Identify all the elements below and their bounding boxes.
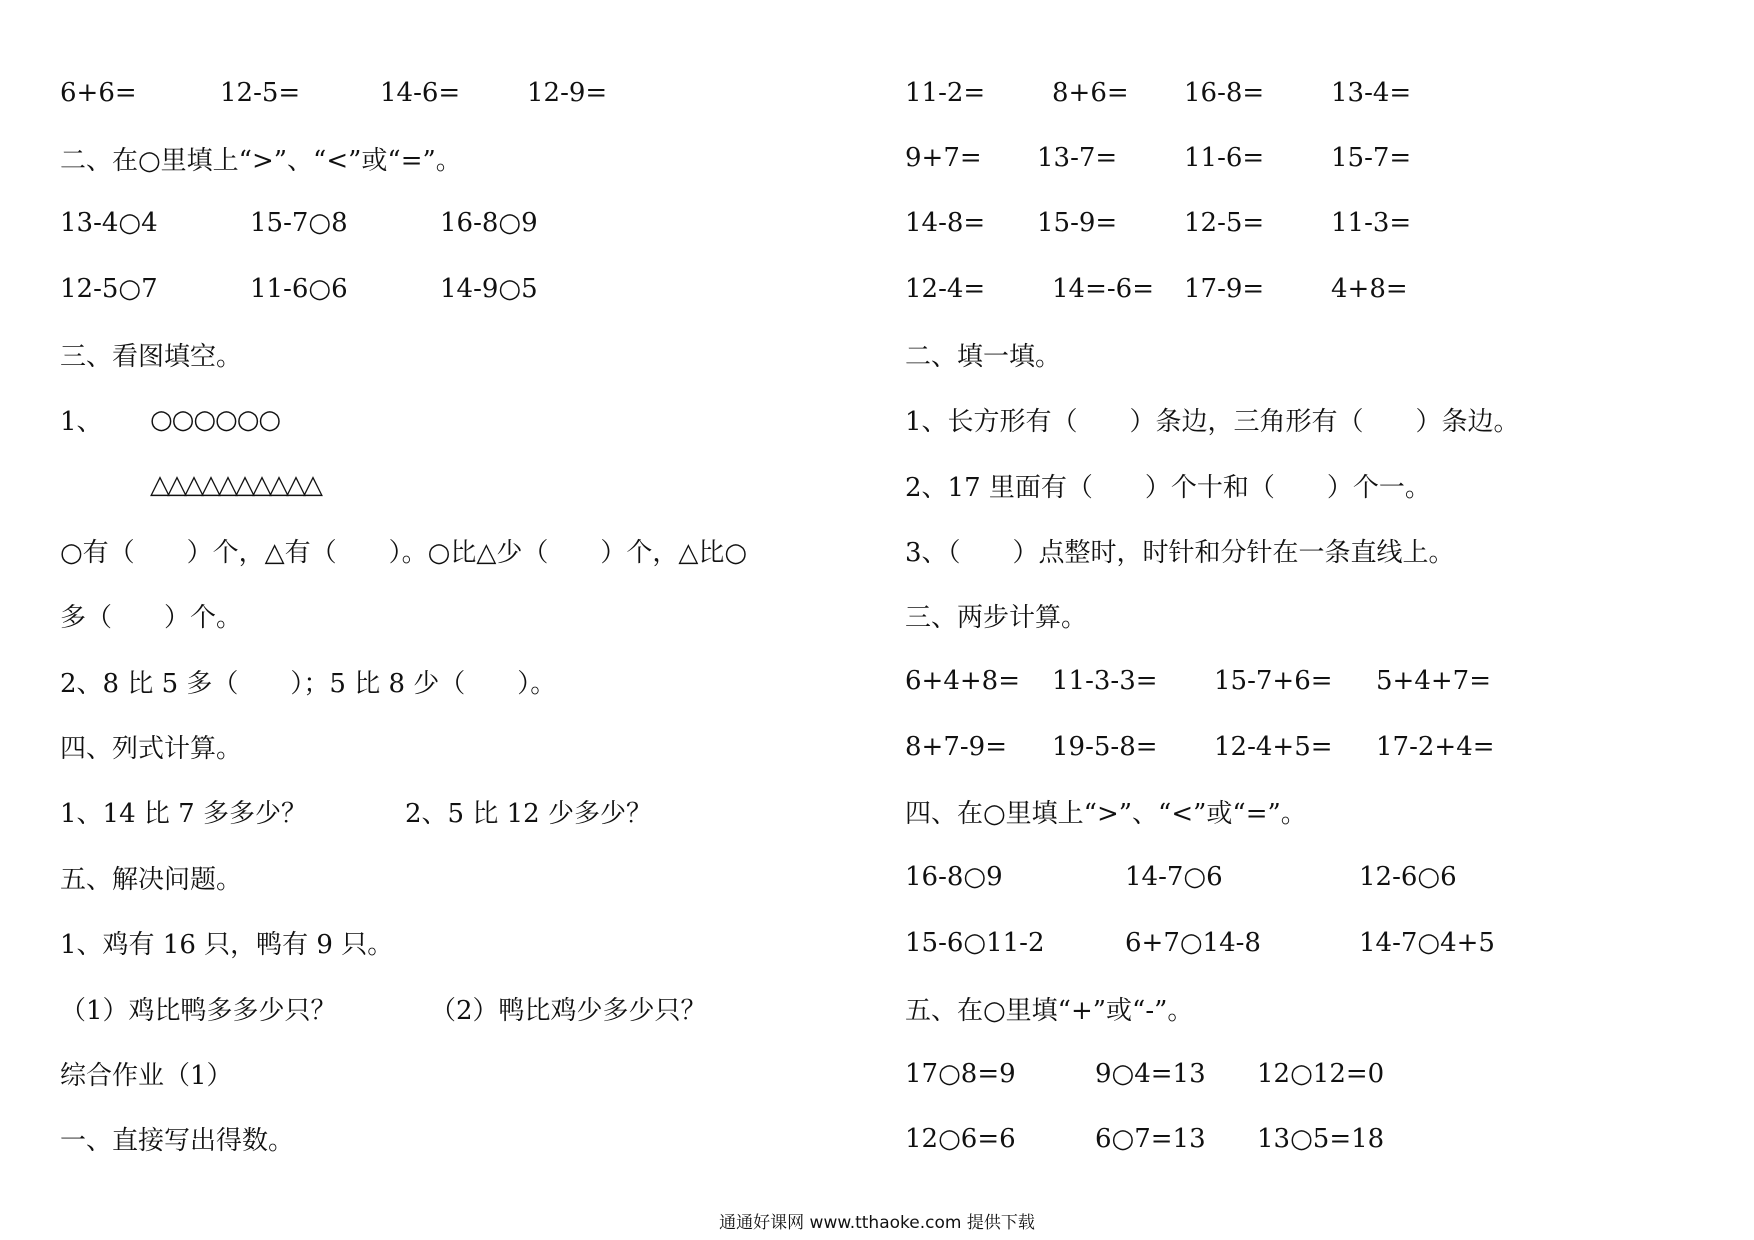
sub-question: （1）鸡比鸭多多少只？	[60, 995, 337, 1026]
expr: 17-2+4=	[1376, 731, 1495, 762]
expr: 11-3-3=	[1052, 666, 1158, 697]
expr: 15-7=	[1331, 143, 1412, 174]
word-problem: 1、鸡有 16 只，鸭有 9 只。	[60, 930, 394, 961]
calc-row	[905, 60, 1725, 125]
expr: 6+6=	[60, 77, 137, 108]
expr: 16-8=	[1184, 77, 1265, 108]
section-heading: 二、填一填。	[905, 341, 1062, 372]
calc-row	[905, 256, 1725, 321]
word-problem: 1、14 比 7 多多少？	[60, 799, 307, 830]
operator-item: 12○6=6	[905, 1123, 1016, 1154]
compare-item: 13-4○4	[60, 208, 158, 239]
expr: 15-9=	[1037, 208, 1118, 239]
operator-item: 9○4=13	[1095, 1058, 1206, 1089]
expr: 12-5=	[220, 77, 301, 108]
triangles-figure: △△△△△△△△△△	[150, 470, 320, 501]
sub-question: （2）鸭比鸡少多少只？	[430, 995, 707, 1026]
expr: 17-9=	[1184, 273, 1265, 304]
section-heading: 一、直接写出得数。	[60, 1126, 295, 1157]
section-heading: 五、在○里填“+”或“-”。	[905, 995, 1194, 1026]
left-column	[60, 60, 860, 1172]
picture-row-triangles	[60, 452, 860, 517]
expr: 11-6=	[1184, 143, 1265, 174]
compare-item: 16-8○9	[905, 862, 1003, 893]
operator-item: 17○8=9	[905, 1058, 1016, 1089]
compare-item: 14-7○6	[1125, 862, 1223, 893]
word-problem-row	[60, 779, 860, 844]
compare-item: 14-9○5	[440, 273, 538, 304]
word-problem-row	[60, 975, 860, 1040]
expr: 12-4=	[905, 273, 986, 304]
word-problem: 2、5 比 12 少多少？	[405, 799, 652, 830]
compare-item: 6+7○14-8	[1125, 927, 1261, 958]
operator-item: 13○5=18	[1257, 1123, 1385, 1154]
fill-blank-text: 2、8 比 5 多（ ）；5 比 8 少（ ）。	[60, 668, 557, 699]
two-step-row	[905, 714, 1725, 779]
expr: 13-7=	[1037, 143, 1118, 174]
compare-item: 12-5○7	[60, 273, 158, 304]
expr: 5+4+7=	[1376, 666, 1491, 697]
section-heading: 四、列式计算。	[60, 734, 243, 765]
fill-blank-text: ○有（ ）个，△有（ ）。○比△少（ ）个，△比○	[60, 537, 748, 568]
section-heading: 三、两步计算。	[905, 603, 1088, 634]
compare-item: 16-8○9	[440, 208, 538, 239]
compare-item: 15-7○8	[250, 208, 348, 239]
operator-item: 12○12=0	[1257, 1058, 1385, 1089]
compare-item: 14-7○4+5	[1359, 927, 1495, 958]
expr: 14-8=	[905, 208, 986, 239]
compare-item: 15-6○11-2	[905, 927, 1045, 958]
calc-row	[905, 191, 1725, 256]
section-heading: 四、在○里填上“>”、“<”或“=”。	[905, 799, 1307, 830]
operator-row	[905, 1041, 1725, 1106]
expr: 14-6=	[380, 77, 461, 108]
fill-blank-text: 多（ ）个。	[60, 603, 243, 634]
calc-row	[905, 125, 1725, 190]
section-heading: 二、在○里填上“>”、“<”或“=”。	[60, 145, 462, 176]
operator-item: 6○7=13	[1095, 1123, 1206, 1154]
expr: 11-3=	[1331, 208, 1412, 239]
expr: 11-2=	[905, 77, 986, 108]
right-column	[905, 60, 1725, 1172]
expr: 4+8=	[1331, 273, 1408, 304]
page-footer: 通通好课网 www.tthaoke.com 提供下载	[719, 1213, 1035, 1233]
compare-item: 11-6○6	[250, 273, 348, 304]
expr: 6+4+8=	[905, 666, 1020, 697]
section-heading: 五、解决问题。	[60, 864, 243, 895]
question-number: 1、	[60, 407, 103, 438]
expr: 12-9=	[527, 77, 608, 108]
fill-blank-text: 2、17 里面有（ ）个十和（ ）个一。	[905, 472, 1431, 503]
expr: 8+6=	[1052, 77, 1129, 108]
expr: 12-5=	[1184, 208, 1265, 239]
expr: 12-4+5=	[1214, 731, 1333, 762]
fill-blank-text: 1、长方形有（ ）条边，三角形有（ ）条边。	[905, 407, 1520, 438]
left-calc-row	[60, 60, 860, 125]
expr: 15-7+6=	[1214, 666, 1333, 697]
expr: 19-5-8=	[1052, 731, 1158, 762]
operator-row	[905, 1106, 1725, 1171]
two-step-row	[905, 649, 1725, 714]
expr: 8+7-9=	[905, 731, 1007, 762]
expr: 14=-6=	[1052, 273, 1154, 304]
compare-row	[905, 845, 1725, 910]
fill-blank-text: 3、（ ）点整时，时针和分针在一条直线上。	[905, 537, 1455, 568]
compare-item: 12-6○6	[1359, 862, 1457, 893]
expr: 13-4=	[1331, 77, 1412, 108]
homework-title: 综合作业（1）	[60, 1061, 233, 1092]
compare-row	[905, 910, 1725, 975]
circles-figure: ○○○○○○	[150, 404, 281, 435]
compare-row	[60, 191, 860, 256]
expr: 9+7=	[905, 143, 982, 174]
section-heading: 三、看图填空。	[60, 341, 243, 372]
compare-row	[60, 256, 860, 321]
picture-row-circles	[60, 387, 860, 452]
